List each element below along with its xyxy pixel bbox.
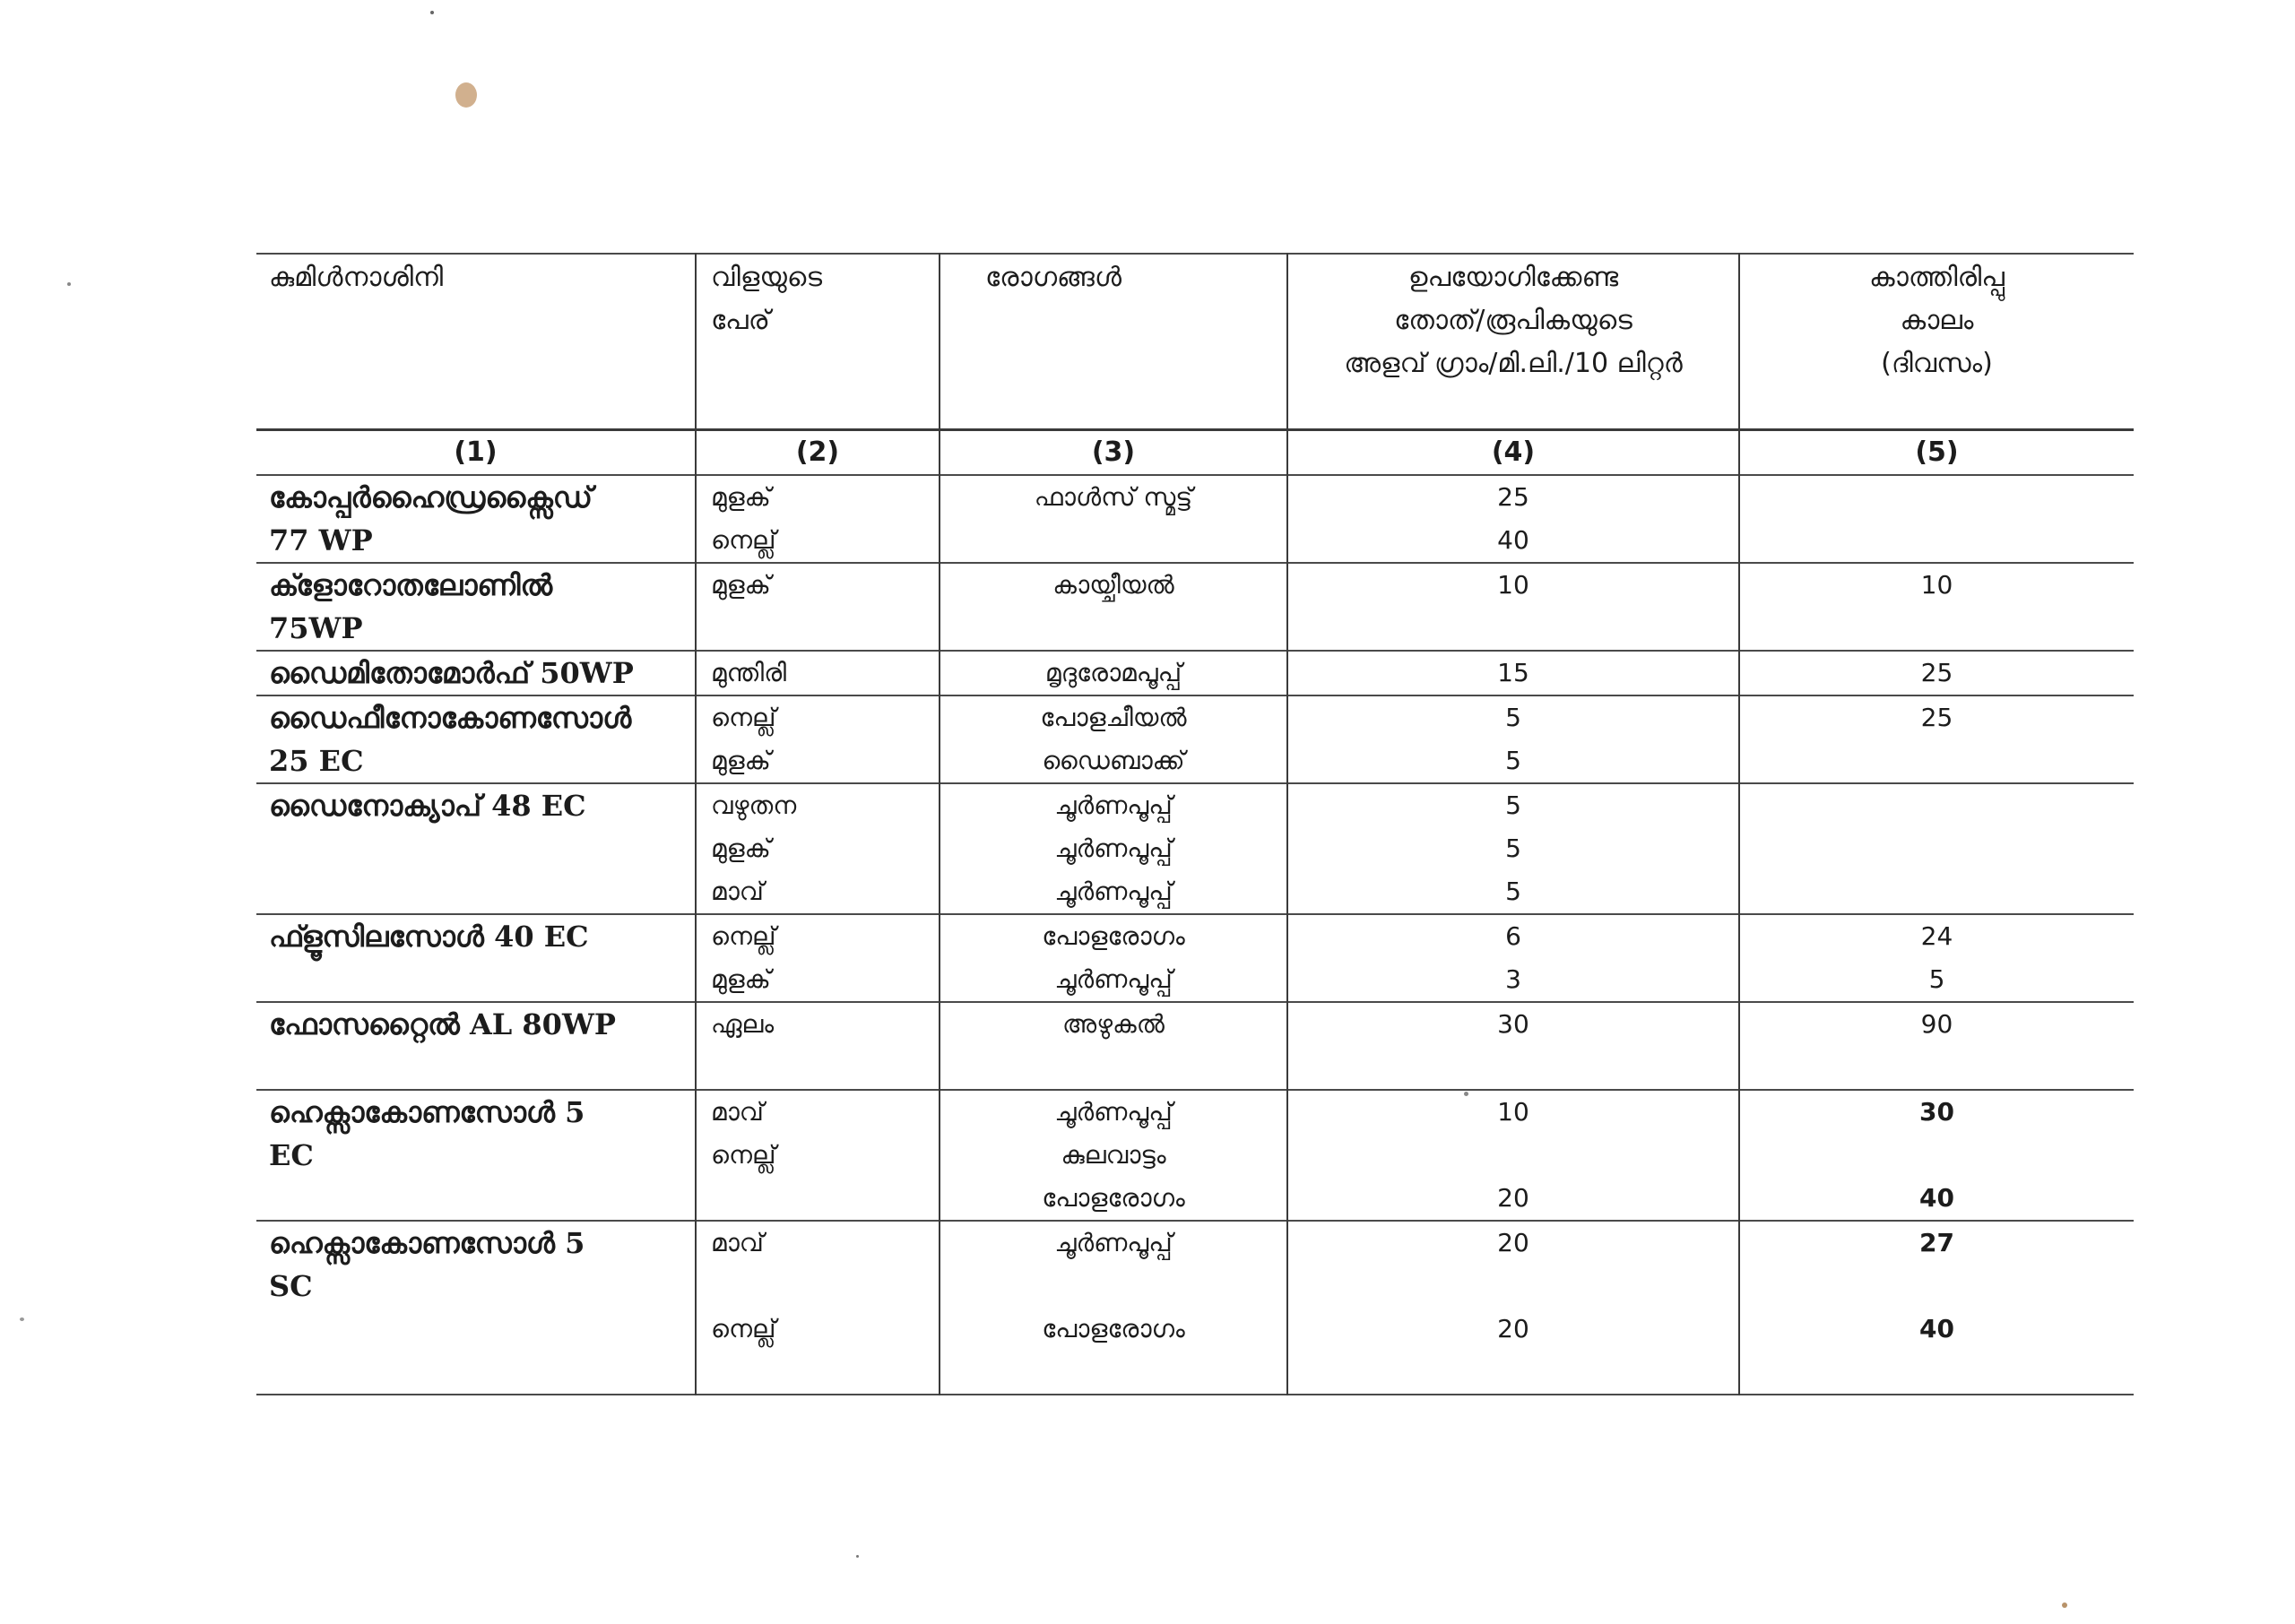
fungicide-name: EC xyxy=(269,1138,314,1172)
waiting-days: 24 xyxy=(1920,921,1953,951)
waiting-days xyxy=(1749,1134,2125,1177)
waiting-days-cell xyxy=(1739,1002,2134,1090)
table-row xyxy=(256,563,2134,651)
header-waiting-line: കാത്തിരിപ്പു xyxy=(1869,262,2005,293)
header-dosage-line: അളവ് ഗ്രാം/മി.ലി./10 ലിറ്റർ xyxy=(1344,348,1683,379)
crop-name: നെല്ല് xyxy=(711,703,776,732)
table-row xyxy=(256,695,2134,783)
disease-name: ചൂർണപൂപ്പ് xyxy=(1054,1228,1173,1257)
crop-name: മുളക് xyxy=(711,482,771,512)
column-number-row xyxy=(256,430,2134,476)
dosage-value: 5 xyxy=(1505,834,1521,863)
disease-name: അഴുകൽ xyxy=(1062,1009,1165,1039)
waiting-days xyxy=(1749,1351,2125,1394)
dosage-value xyxy=(1297,607,1729,650)
fungicide-name: ഫ്ളൂസിലസോൾ 40 EC xyxy=(269,920,589,954)
waiting-days xyxy=(1749,1046,2125,1089)
crop-name xyxy=(711,607,930,650)
waiting-days: 40 xyxy=(1919,1314,1954,1343)
fungicide-name-cell xyxy=(256,563,696,651)
disease-name-cell xyxy=(940,563,1287,651)
crop-name-cell xyxy=(696,1002,940,1090)
column-number: (3) xyxy=(940,430,1287,476)
fungicide-name-cell xyxy=(256,651,696,695)
waiting-days: 25 xyxy=(1920,658,1953,687)
crop-name: വഴുതന xyxy=(711,790,797,820)
fungicide-name: 77 WP xyxy=(269,523,373,557)
dosage-value: 5 xyxy=(1505,790,1521,820)
header-waiting-line: കാലം xyxy=(1900,305,1974,336)
paper-speck xyxy=(20,1317,24,1321)
table-row xyxy=(256,651,2134,695)
dosage-value-cell xyxy=(1287,914,1739,1002)
fungicide-name: ഡൈമിതോമോർഫ് 50WP xyxy=(269,656,634,690)
disease-name: കായ്ചീയൽ xyxy=(1052,570,1174,600)
dosage-value: 20 xyxy=(1497,1228,1529,1257)
dosage-value-cell xyxy=(1287,695,1739,783)
waiting-days xyxy=(1749,739,2125,782)
dosage-value-cell xyxy=(1287,1090,1739,1221)
dosage-value: 5 xyxy=(1505,703,1521,732)
disease-name-cell xyxy=(940,695,1287,783)
crop-name: ഏലം xyxy=(711,1009,775,1039)
header-waiting-line: (ദിവസം) xyxy=(1881,348,1993,379)
waiting-days-cell xyxy=(1739,563,2134,651)
crop-name xyxy=(711,1177,930,1220)
dosage-value: 10 xyxy=(1497,570,1529,600)
crop-name-cell xyxy=(696,783,940,914)
waiting-days: 10 xyxy=(1920,570,1953,600)
waiting-days xyxy=(1749,519,2125,562)
header-fungicide xyxy=(256,254,696,430)
fungicide-name: കോപ്പർഹൈഡ്രക്സൈഡ് xyxy=(269,480,593,514)
dosage-value: 20 xyxy=(1497,1314,1529,1343)
crop-name: നെല്ല് xyxy=(711,921,776,951)
fungicide-name-cell xyxy=(256,475,696,563)
disease-name xyxy=(949,1351,1277,1394)
dosage-value-cell xyxy=(1287,1221,1739,1395)
header-crop-line: വിളയുടെ xyxy=(711,262,823,293)
dosage-value-cell xyxy=(1287,563,1739,651)
table-row xyxy=(256,475,2134,563)
header-dosage-line: ഉപയോഗിക്കേണ്ട xyxy=(1407,262,1619,293)
header-row xyxy=(256,254,2134,430)
waiting-days xyxy=(1749,870,2125,913)
fungicide-name-cell xyxy=(256,1221,696,1395)
crop-name: മുളക് xyxy=(711,964,771,994)
dosage-value: 5 xyxy=(1505,746,1521,775)
waiting-days: 25 xyxy=(1920,703,1953,732)
dosage-value-cell xyxy=(1287,1002,1739,1090)
fungicide-name-cell xyxy=(256,914,696,1002)
waiting-days-cell xyxy=(1739,651,2134,695)
waiting-days-cell xyxy=(1739,914,2134,1002)
disease-name: ചൂർണപൂപ്പ് xyxy=(1054,877,1173,906)
column-number: (4) xyxy=(1287,430,1739,476)
disease-name-cell xyxy=(940,651,1287,695)
fungicide-name: ഹെക്സാകോണസോൾ 5 xyxy=(269,1226,585,1260)
disease-name: പോളരോഗം xyxy=(1042,921,1185,951)
dosage-value-cell xyxy=(1287,651,1739,695)
waiting-days-cell xyxy=(1739,1221,2134,1395)
crop-name: നെല്ല് xyxy=(711,1140,776,1170)
crop-name: മുളക് xyxy=(711,834,771,863)
header-dosage-line: തോത്/രൂപികയുടെ xyxy=(1394,305,1632,336)
crop-name: മാവ് xyxy=(711,877,764,906)
fungicide-name xyxy=(269,870,686,913)
fungicide-name: ക്ളോറോതലോണിൽ xyxy=(269,568,553,602)
waiting-days-cell xyxy=(1739,1090,2134,1221)
table-row xyxy=(256,783,2134,914)
paper-speck xyxy=(2062,1602,2067,1608)
crop-name xyxy=(711,1265,930,1308)
dosage-value-cell xyxy=(1287,475,1739,563)
disease-name-cell xyxy=(940,1221,1287,1395)
dosage-value xyxy=(1297,1134,1729,1177)
fungicide-name: ഡൈഫീനോകോണസോൾ xyxy=(269,701,632,735)
waiting-days: 90 xyxy=(1920,1009,1953,1039)
crop-name-cell xyxy=(696,695,940,783)
crop-name-cell xyxy=(696,1090,940,1221)
disease-name-cell xyxy=(940,1002,1287,1090)
disease-name: ചൂർണപൂപ്പ് xyxy=(1054,790,1173,820)
crop-name xyxy=(711,1046,930,1089)
fungicide-name xyxy=(269,1177,686,1220)
disease-name: പോളരോഗം xyxy=(1042,1183,1185,1213)
waiting-days: 5 xyxy=(1928,964,1945,994)
dosage-value xyxy=(1297,1351,1729,1394)
column-number: (5) xyxy=(1739,430,2134,476)
crop-name: നെല്ല് xyxy=(711,1314,776,1343)
crop-name: മുളക് xyxy=(711,746,771,775)
waiting-days xyxy=(1749,1265,2125,1308)
waiting-days: 30 xyxy=(1919,1097,1954,1127)
disease-name: കുലവാട്ടം xyxy=(1061,1140,1166,1170)
dosage-value: 6 xyxy=(1505,921,1521,951)
crop-name: മുളക് xyxy=(711,570,771,600)
fungicide-table xyxy=(256,253,2134,1395)
disease-name-cell xyxy=(940,783,1287,914)
dosage-value xyxy=(1297,1265,1729,1308)
column-number: (2) xyxy=(696,430,940,476)
crop-name-cell xyxy=(696,914,940,1002)
disease-name: പോളചീയൽ xyxy=(1040,703,1187,732)
crop-name-cell xyxy=(696,475,940,563)
fungicide-name-cell xyxy=(256,783,696,914)
header-fungicide-label: കുമിൾനാശിനി xyxy=(269,262,444,293)
fungicide-name xyxy=(269,958,686,1001)
fungicide-name: 75WP xyxy=(269,611,363,645)
header-dosage xyxy=(1287,254,1739,430)
disease-name: പോളരോഗം xyxy=(1042,1314,1185,1343)
column-number: (1) xyxy=(454,436,498,468)
disease-name: ഫാൾസ് സ്മട്ട് xyxy=(1034,482,1193,512)
crop-name: മാവ് xyxy=(711,1228,764,1257)
disease-name: ചൂർണപൂപ്പ് xyxy=(1054,964,1173,994)
crop-name-cell xyxy=(696,563,940,651)
fungicide-name xyxy=(269,1308,686,1351)
dosage-value xyxy=(1297,1046,1729,1089)
fungicide-name: 25 EC xyxy=(269,744,364,778)
fungicide-name: SC xyxy=(269,1269,313,1303)
fungicide-name xyxy=(269,827,686,870)
crop-name-cell xyxy=(696,1221,940,1395)
table-row xyxy=(256,1002,2134,1090)
dosage-value: 10 xyxy=(1497,1097,1529,1127)
disease-name-cell xyxy=(940,1090,1287,1221)
table-row xyxy=(256,914,2134,1002)
waiting-days xyxy=(1749,784,2125,827)
paper-speck xyxy=(856,1555,859,1558)
disease-name xyxy=(949,607,1277,650)
dosage-value: 15 xyxy=(1497,658,1529,687)
paper-speck xyxy=(430,11,434,14)
crop-name xyxy=(711,1351,930,1394)
fungicide-name xyxy=(269,1046,686,1089)
waiting-days xyxy=(1749,827,2125,870)
table-row xyxy=(256,1090,2134,1221)
crop-name-cell xyxy=(696,651,940,695)
disease-name-cell xyxy=(940,475,1287,563)
fungicide-name-cell xyxy=(256,1002,696,1090)
disease-name-cell xyxy=(940,914,1287,1002)
dosage-value: 30 xyxy=(1497,1009,1529,1039)
waiting-days: 27 xyxy=(1919,1228,1954,1257)
header-crop-line: പേര് xyxy=(711,305,770,336)
waiting-days-cell xyxy=(1739,475,2134,563)
fungicide-name: ഡൈനോക്യാപ് 48 EC xyxy=(269,789,586,823)
dosage-value: 20 xyxy=(1497,1183,1529,1213)
dosage-value: 3 xyxy=(1505,964,1521,994)
waiting-days: 40 xyxy=(1919,1183,1954,1213)
crop-name: നെല്ല് xyxy=(711,525,776,555)
dosage-value-cell xyxy=(1287,783,1739,914)
dosage-value: 40 xyxy=(1497,525,1529,555)
fungicide-name: ഹെക്സാകോണസോൾ 5 xyxy=(269,1095,585,1129)
waiting-days xyxy=(1749,607,2125,650)
dosage-value: 5 xyxy=(1505,877,1521,906)
fungicide-name: ഫോസറ്റൈൽ AL 80WP xyxy=(269,1007,616,1041)
header-waiting xyxy=(1739,254,2134,430)
disease-name: ചൂർണപൂപ്പ് xyxy=(1054,1097,1173,1127)
disease-name: മൃദുരോമപൂപ്പ് xyxy=(1044,658,1182,687)
disease-name xyxy=(949,519,1277,562)
dosage-value: 25 xyxy=(1497,482,1529,512)
fungicide-name-cell xyxy=(256,695,696,783)
crop-name: മാവ് xyxy=(711,1097,764,1127)
fungicide-name xyxy=(269,1351,686,1394)
waiting-days-cell xyxy=(1739,783,2134,914)
paper-speck xyxy=(67,282,71,286)
disease-name: ചൂർണപൂപ്പ് xyxy=(1054,834,1173,863)
disease-name xyxy=(949,1046,1277,1089)
crop-name: മുന്തിരി xyxy=(711,658,787,687)
fungicide-name-cell xyxy=(256,1090,696,1221)
waiting-days-cell xyxy=(1739,695,2134,783)
disease-name: ഡൈബാക്ക് xyxy=(1042,746,1185,775)
header-disease xyxy=(940,254,1287,430)
disease-name xyxy=(949,1265,1277,1308)
waiting-days xyxy=(1749,476,2125,519)
paper-stain xyxy=(455,82,477,108)
table-row xyxy=(256,1221,2134,1395)
header-crop xyxy=(696,254,940,430)
header-disease-label: രോഗങ്ങൾ xyxy=(985,262,1122,293)
